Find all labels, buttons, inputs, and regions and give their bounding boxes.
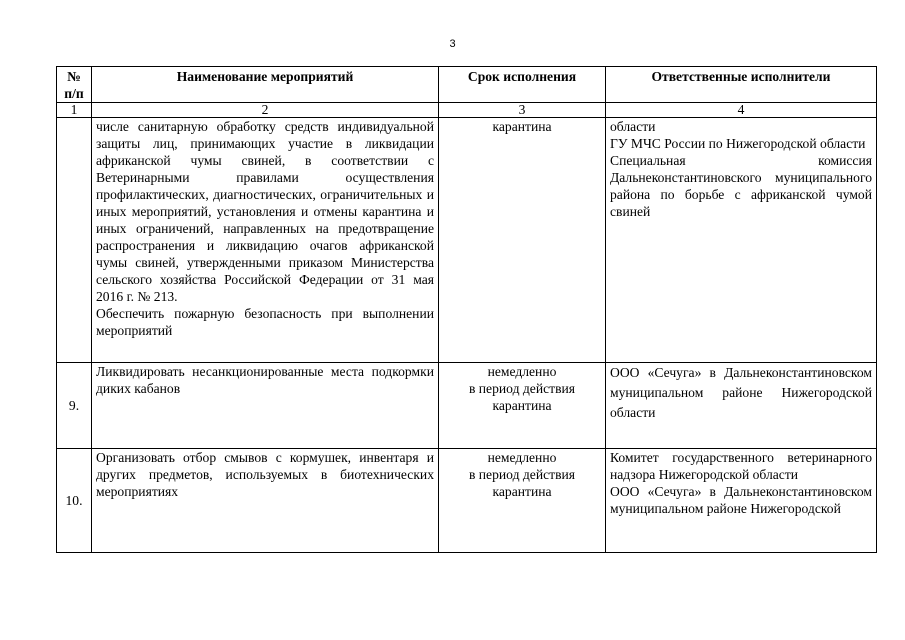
term-text: немедленно (487, 364, 557, 379)
responsible-cell (606, 118, 877, 363)
responsible-cell (606, 363, 877, 449)
responsible-cell (606, 449, 877, 553)
table-row-9 (57, 363, 877, 449)
responsible-text: ООО «Сечуга» в Дальнеконстантиновском муниципальном районе Нижегородской (610, 484, 872, 516)
term-cell (439, 363, 606, 449)
measure-cell: Организовать отбор смывов с кормушек, инвентаря и других предметов, используемых в биотехнических мероприятиях (92, 449, 439, 553)
table-row-continued (57, 118, 877, 363)
responsible-text: Комитет государственного ветеринарного надзора Нижегородской области (610, 450, 872, 482)
term-text: карантина (492, 398, 552, 413)
row-number: 9. (57, 363, 92, 449)
term-cell (439, 449, 606, 553)
column-number: 2 (92, 103, 439, 118)
header-term: Срок исполнения (439, 67, 606, 103)
responsible-text: ГУ МЧС России по Нижегородской области (610, 136, 866, 151)
measure-cell (92, 118, 439, 363)
responsible-text: ООО «Сечуга» в Дальнеконстантиновском муниципальном районе Нижегородской области (610, 365, 872, 420)
responsible-text: Специальная комиссия Дальнеконстантиновского муниципального района по борьбе с африканской чумой свиней (610, 153, 872, 219)
term-cell: карантина (439, 118, 606, 363)
column-number: 3 (439, 103, 606, 118)
column-number: 1 (57, 103, 92, 118)
table-row-10 (57, 449, 877, 553)
measure-cell: Ликвидировать несанкционированные места подкормки диких кабанов (92, 363, 439, 449)
term-text: немедленно (487, 450, 557, 465)
measure-text: числе санитарную обработку средств индивидуальной защиты лиц, принимающих участие в ликвидации африканской чумы свиней, в соответствии с Ветеринарными правилами осуществления профилактических, диагностических, ограничительных и иных мероприятий, установления и отмены карантина и иных ограничений, направленных на предотвращение распространения и ликвидацию очагов африканской чумы свиней, утвержденными приказом Министерства сельского хозяйства Российской Федерации от 31 мая 2016 г. № 213. (96, 119, 434, 304)
term-text: в период действия (468, 467, 576, 482)
measure-text: Обеспечить пожарную безопасность при выполнении мероприятий (96, 306, 434, 338)
row-number (57, 118, 92, 363)
measures-table (56, 66, 877, 553)
responsible-text: области (610, 119, 656, 134)
term-text: в период действия (468, 381, 576, 396)
header-measure: Наименование мероприятий (92, 67, 439, 103)
page-number: 3 (449, 38, 456, 50)
column-number: 4 (606, 103, 877, 118)
column-numbers-row (57, 103, 877, 118)
header-responsible: Ответственные исполнители (606, 67, 877, 103)
header-number: № п/п (57, 67, 92, 103)
table-header-row (57, 67, 877, 103)
row-number: 10. (57, 449, 92, 553)
term-text: карантина (492, 484, 552, 499)
